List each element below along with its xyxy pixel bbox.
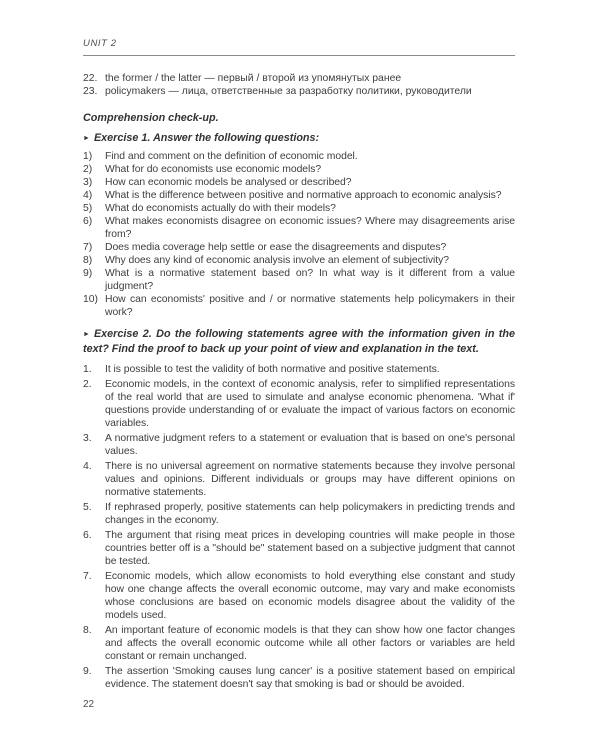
item-number: 9. [83, 666, 92, 677]
item-text: How can economists' positive and / or normative statements help policymakers in their work? [105, 294, 515, 318]
triangle-marker-icon: ► [83, 331, 90, 338]
item-number: 9) [83, 268, 93, 279]
statement-item [83, 570, 515, 622]
item-number: 5) [83, 203, 93, 214]
item-number: 7) [83, 242, 93, 253]
statement-item [83, 432, 515, 458]
item-text: How can economic models be analysed or described? [105, 177, 352, 188]
item-number: 22. [83, 73, 98, 84]
item-text: An important feature of economic models is that they can show how one factor changes and affects the overall economic outcome while all other factors or variables are held constant or remain unchanged. [105, 625, 515, 662]
item-text: What makes economists disagree on economic issues? Where may disagreements arise from? [105, 216, 515, 240]
item-text: What is a normative statement based on? In what way is it different from a value judgment? [105, 268, 515, 292]
question-item [83, 254, 515, 267]
item-number: 3. [83, 433, 92, 444]
item-text: Does media coverage help settle or ease the disagreements and disputes? [105, 242, 447, 253]
item-number: 1. [83, 364, 92, 375]
vocabulary-item [83, 72, 515, 85]
item-number: 6. [83, 530, 92, 541]
item-text: the former / the latter — первый / второй из упомянутых ранее [105, 73, 402, 84]
item-number: 4) [83, 190, 93, 201]
question-item [83, 176, 515, 189]
item-text: A normative judgment refers to a statement or evaluation that is based on one's personal values. [105, 433, 515, 457]
vocabulary-item [83, 85, 515, 98]
question-item [83, 241, 515, 254]
exercise-1-title [83, 131, 515, 146]
exercise-1 [83, 131, 515, 319]
item-text: Find and comment on the definition of economic model. [105, 151, 358, 162]
header-rule [83, 55, 515, 56]
item-number: 1) [83, 151, 93, 162]
item-text: It is possible to test the validity of both normative and positive statements. [105, 364, 440, 375]
item-number: 3) [83, 177, 93, 188]
item-text: What is the difference between positive and normative approach to economic analysis? [105, 190, 502, 201]
item-text: If rephrased properly, positive statements can help policymakers in predicting trends and changes in the economy. [105, 502, 515, 526]
question-item [83, 215, 515, 241]
question-item [83, 202, 515, 215]
item-number: 4. [83, 461, 92, 472]
item-number: 2. [83, 379, 92, 390]
exercise-1-title-text: Exercise 1. Answer the following questions: [93, 132, 320, 144]
triangle-marker-icon: ► [83, 135, 90, 142]
statement-item [83, 665, 515, 691]
item-text: policymakers — лица, ответственные за разработку политики, руководители [105, 86, 472, 97]
item-text: There is no universal agreement on normative statements because they involve personal values and opinions. Different individuals or groups may have different opinions on normative statements. [105, 461, 515, 498]
item-text: The argument that rising meat prices in developing countries will make people in those countries better off is a "should be" statement based on a subjective judgment that cannot be tested. [105, 530, 515, 567]
statement-item [83, 378, 515, 430]
exercise-2-statement-list [83, 363, 515, 691]
exercise-2 [83, 327, 515, 691]
vocabulary-list [83, 72, 515, 98]
statement-item [83, 460, 515, 499]
statement-item [83, 624, 515, 663]
item-number: 8) [83, 255, 93, 266]
item-text: Economic models, in the context of economic analysis, refer to simplified representations of the real world that are used to simulate and analyse economic phenomena. 'What if' questions provide understanding of or evaluate the impact of various factors on economic variables. [105, 379, 515, 429]
item-text: The assertion 'Smoking causes lung cancer' is a positive statement based on empirical evidence. The statement doesn't say that smoking is bad or should be avoided. [105, 666, 515, 690]
item-number: 6) [83, 216, 93, 227]
item-number: 23. [83, 86, 98, 97]
question-item [83, 163, 515, 176]
question-item [83, 150, 515, 163]
item-number: 2) [83, 164, 93, 175]
item-text: Economic models, which allow economists to hold everything else constant and study how one change affects the overall economic outcome, may vary and make economists whose conclusions are based on economic models disagree about the validity of the models used. [105, 571, 515, 621]
statement-item [83, 501, 515, 527]
item-number: 5. [83, 502, 92, 513]
statement-item [83, 363, 515, 376]
item-number: 10) [83, 294, 98, 305]
question-item [83, 293, 515, 319]
item-text: What for do economists use economic models? [105, 164, 322, 175]
item-text: What do economists actually do with their models? [105, 203, 336, 214]
section-title: Comprehension check-up. [83, 112, 219, 124]
exercise-2-title-text: Exercise 2. Do the following statements agree with the information given in the text? Find the proof to back up your point of view and explanation in the text. [83, 328, 515, 355]
exercise-1-question-list [83, 150, 515, 319]
item-number: 7. [83, 571, 92, 582]
page-content [83, 38, 515, 693]
unit-header: UNIT 2 [83, 38, 117, 49]
statement-item [83, 529, 515, 568]
page-number: 22 [83, 699, 95, 710]
question-item [83, 189, 515, 202]
item-number: 8. [83, 625, 92, 636]
question-item [83, 267, 515, 293]
exercise-2-title [83, 327, 515, 357]
item-text: Why does any kind of economic analysis involve an element of subjectivity? [105, 255, 449, 266]
